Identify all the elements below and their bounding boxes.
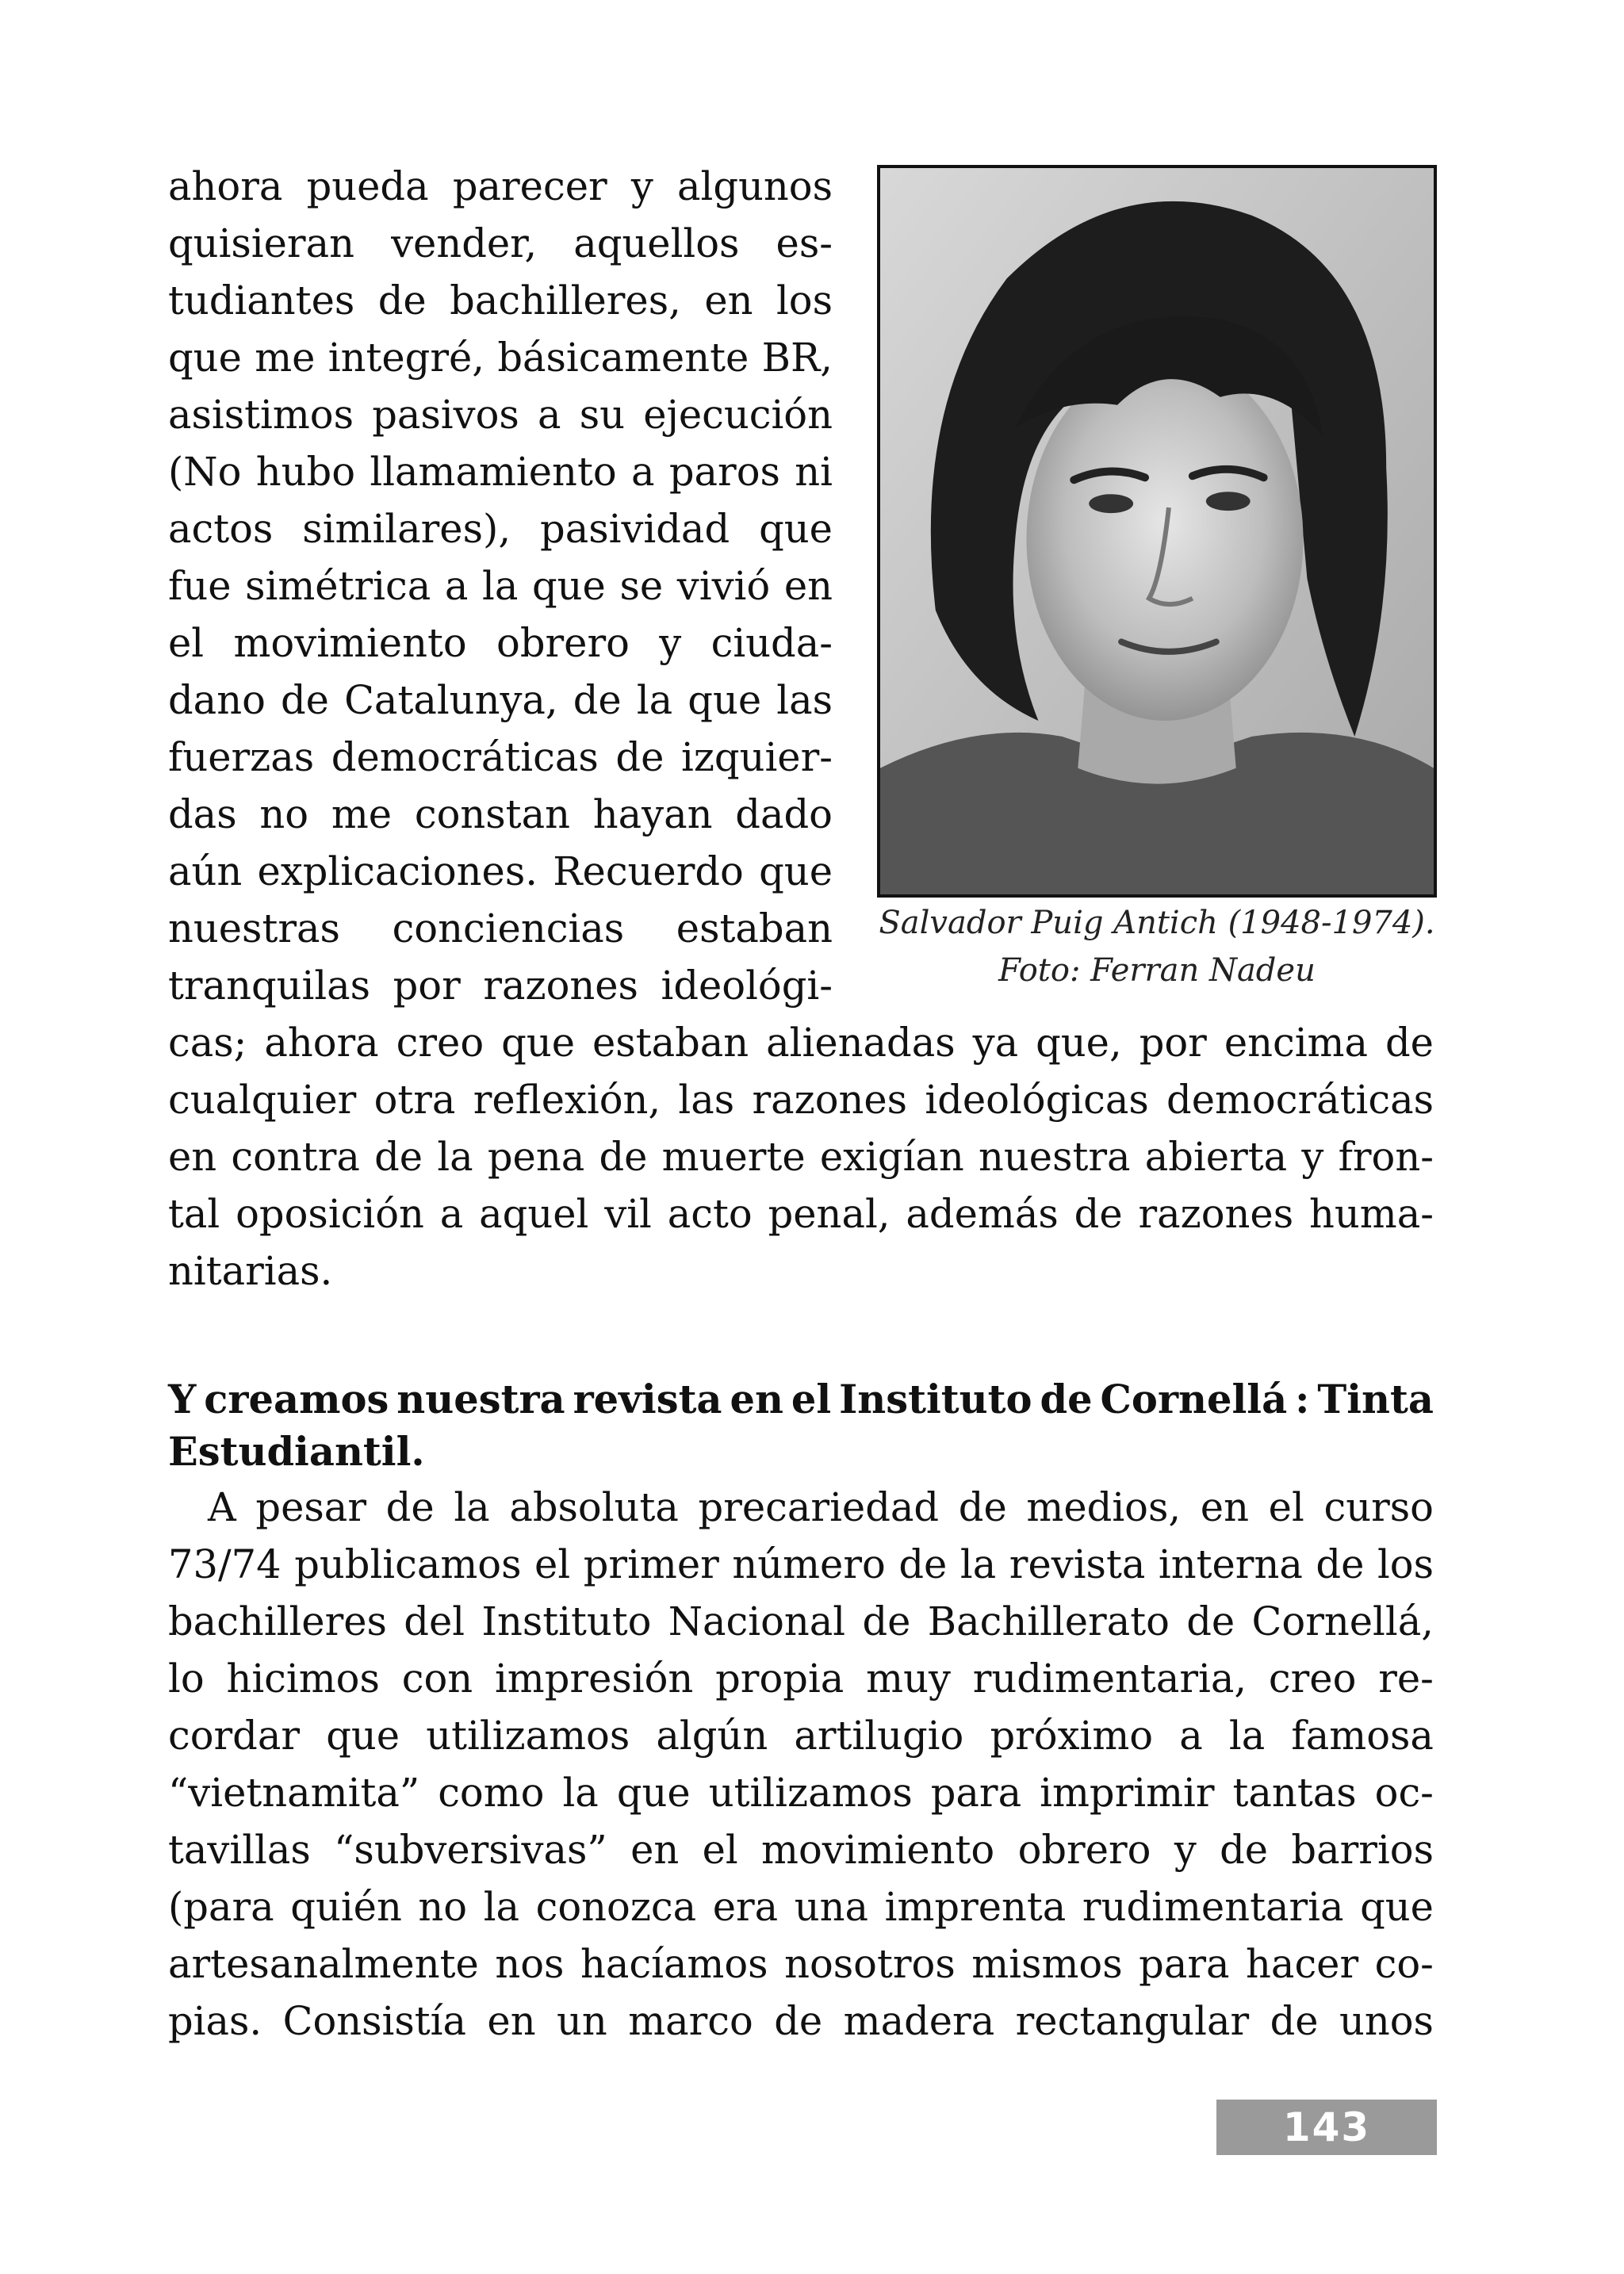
portrait-image [880, 168, 1434, 894]
photo-caption-credit: Foto: Ferran Nadeu [998, 952, 1316, 989]
paragraph-line: 73/74 publicamos el primer número de la revista interna de los [168, 1541, 1434, 1587]
paragraph-line: actos similares), pasividad que [168, 506, 833, 552]
section-heading-line: Y creamos nuestra revista en el Instituto de Cornellá : Tinta [168, 1376, 1434, 1422]
paragraph-line: (No hubo llamamiento a paros ni [168, 449, 833, 495]
paragraph-line: aún explicaciones. Recuerdo que [168, 848, 833, 894]
paragraph-line: pias. Consistía en un marco de madera rectangular de unos [168, 1998, 1434, 2044]
paragraph-line: nuestras conciencias estaban [168, 905, 833, 951]
paragraph-line: asistimos pasivos a su ejecución [168, 392, 833, 438]
paragraph-line: cualquier otra reflexión, las razones ideológicas democráticas [168, 1077, 1434, 1123]
paragraph-line: A pesar de la absoluta precariedad de medios, en el curso [208, 1484, 1434, 1530]
paragraph-line: artesanalmente nos hacíamos nosotros mismos para hacer co- [168, 1941, 1434, 1987]
paragraph-line: tavillas “subversivas” en el movimiento obrero y de barrios [168, 1827, 1434, 1873]
paragraph-line: fue simétrica a la que se vivió en [168, 563, 833, 609]
paragraph-line: “vietnamita” como la que utilizamos para imprimir tantas oc- [168, 1770, 1434, 1816]
paragraph-line: tranquilas por razones ideológi- [168, 963, 833, 1009]
paragraph-line: en contra de la pena de muerte exigían nuestra abierta y fron- [168, 1134, 1434, 1180]
paragraph-line: cas; ahora creo que estaban alienadas ya que, por encima de [168, 1020, 1434, 1066]
paragraph-line: el movimiento obrero y ciuda- [168, 620, 833, 666]
paragraph-line: cordar que utilizamos algún artilugio próximo a la famosa [168, 1713, 1434, 1759]
paragraph-line: tudiantes de bachilleres, en los [168, 278, 833, 323]
paragraph-line: nitarias. [168, 1248, 333, 1294]
page-number: 143 [1282, 2104, 1371, 2150]
paragraph-line: bachilleres del Instituto Nacional de Bachillerato de Cornellá, [168, 1598, 1434, 1644]
paragraph-line: das no me constan hayan dado [168, 791, 833, 837]
paragraph-line: lo hicimos con impresión propia muy rudimentaria, creo re- [168, 1656, 1434, 1702]
paragraph-line: dano de Catalunya, de la que las [168, 677, 833, 723]
section-heading-line: Estudiantil. [168, 1429, 425, 1475]
page-number-badge [1216, 2100, 1437, 2155]
paragraph-line: quisieran vender, aquellos es- [168, 220, 833, 266]
paragraph-line: tal oposición a aquel vil acto penal, además de razones huma- [168, 1191, 1434, 1237]
paragraph-line: (para quién no la conozca era una imprenta rudimentaria que [168, 1884, 1434, 1930]
paragraph-line: fuerzas democráticas de izquier- [168, 734, 833, 780]
photo-caption-name: Salvador Puig Antich (1948-1974). [879, 905, 1435, 941]
paragraph-line: ahora pueda parecer y algunos [168, 163, 833, 209]
paragraph-line: que me integré, básicamente BR, [168, 335, 833, 381]
portrait-photo [877, 165, 1437, 898]
